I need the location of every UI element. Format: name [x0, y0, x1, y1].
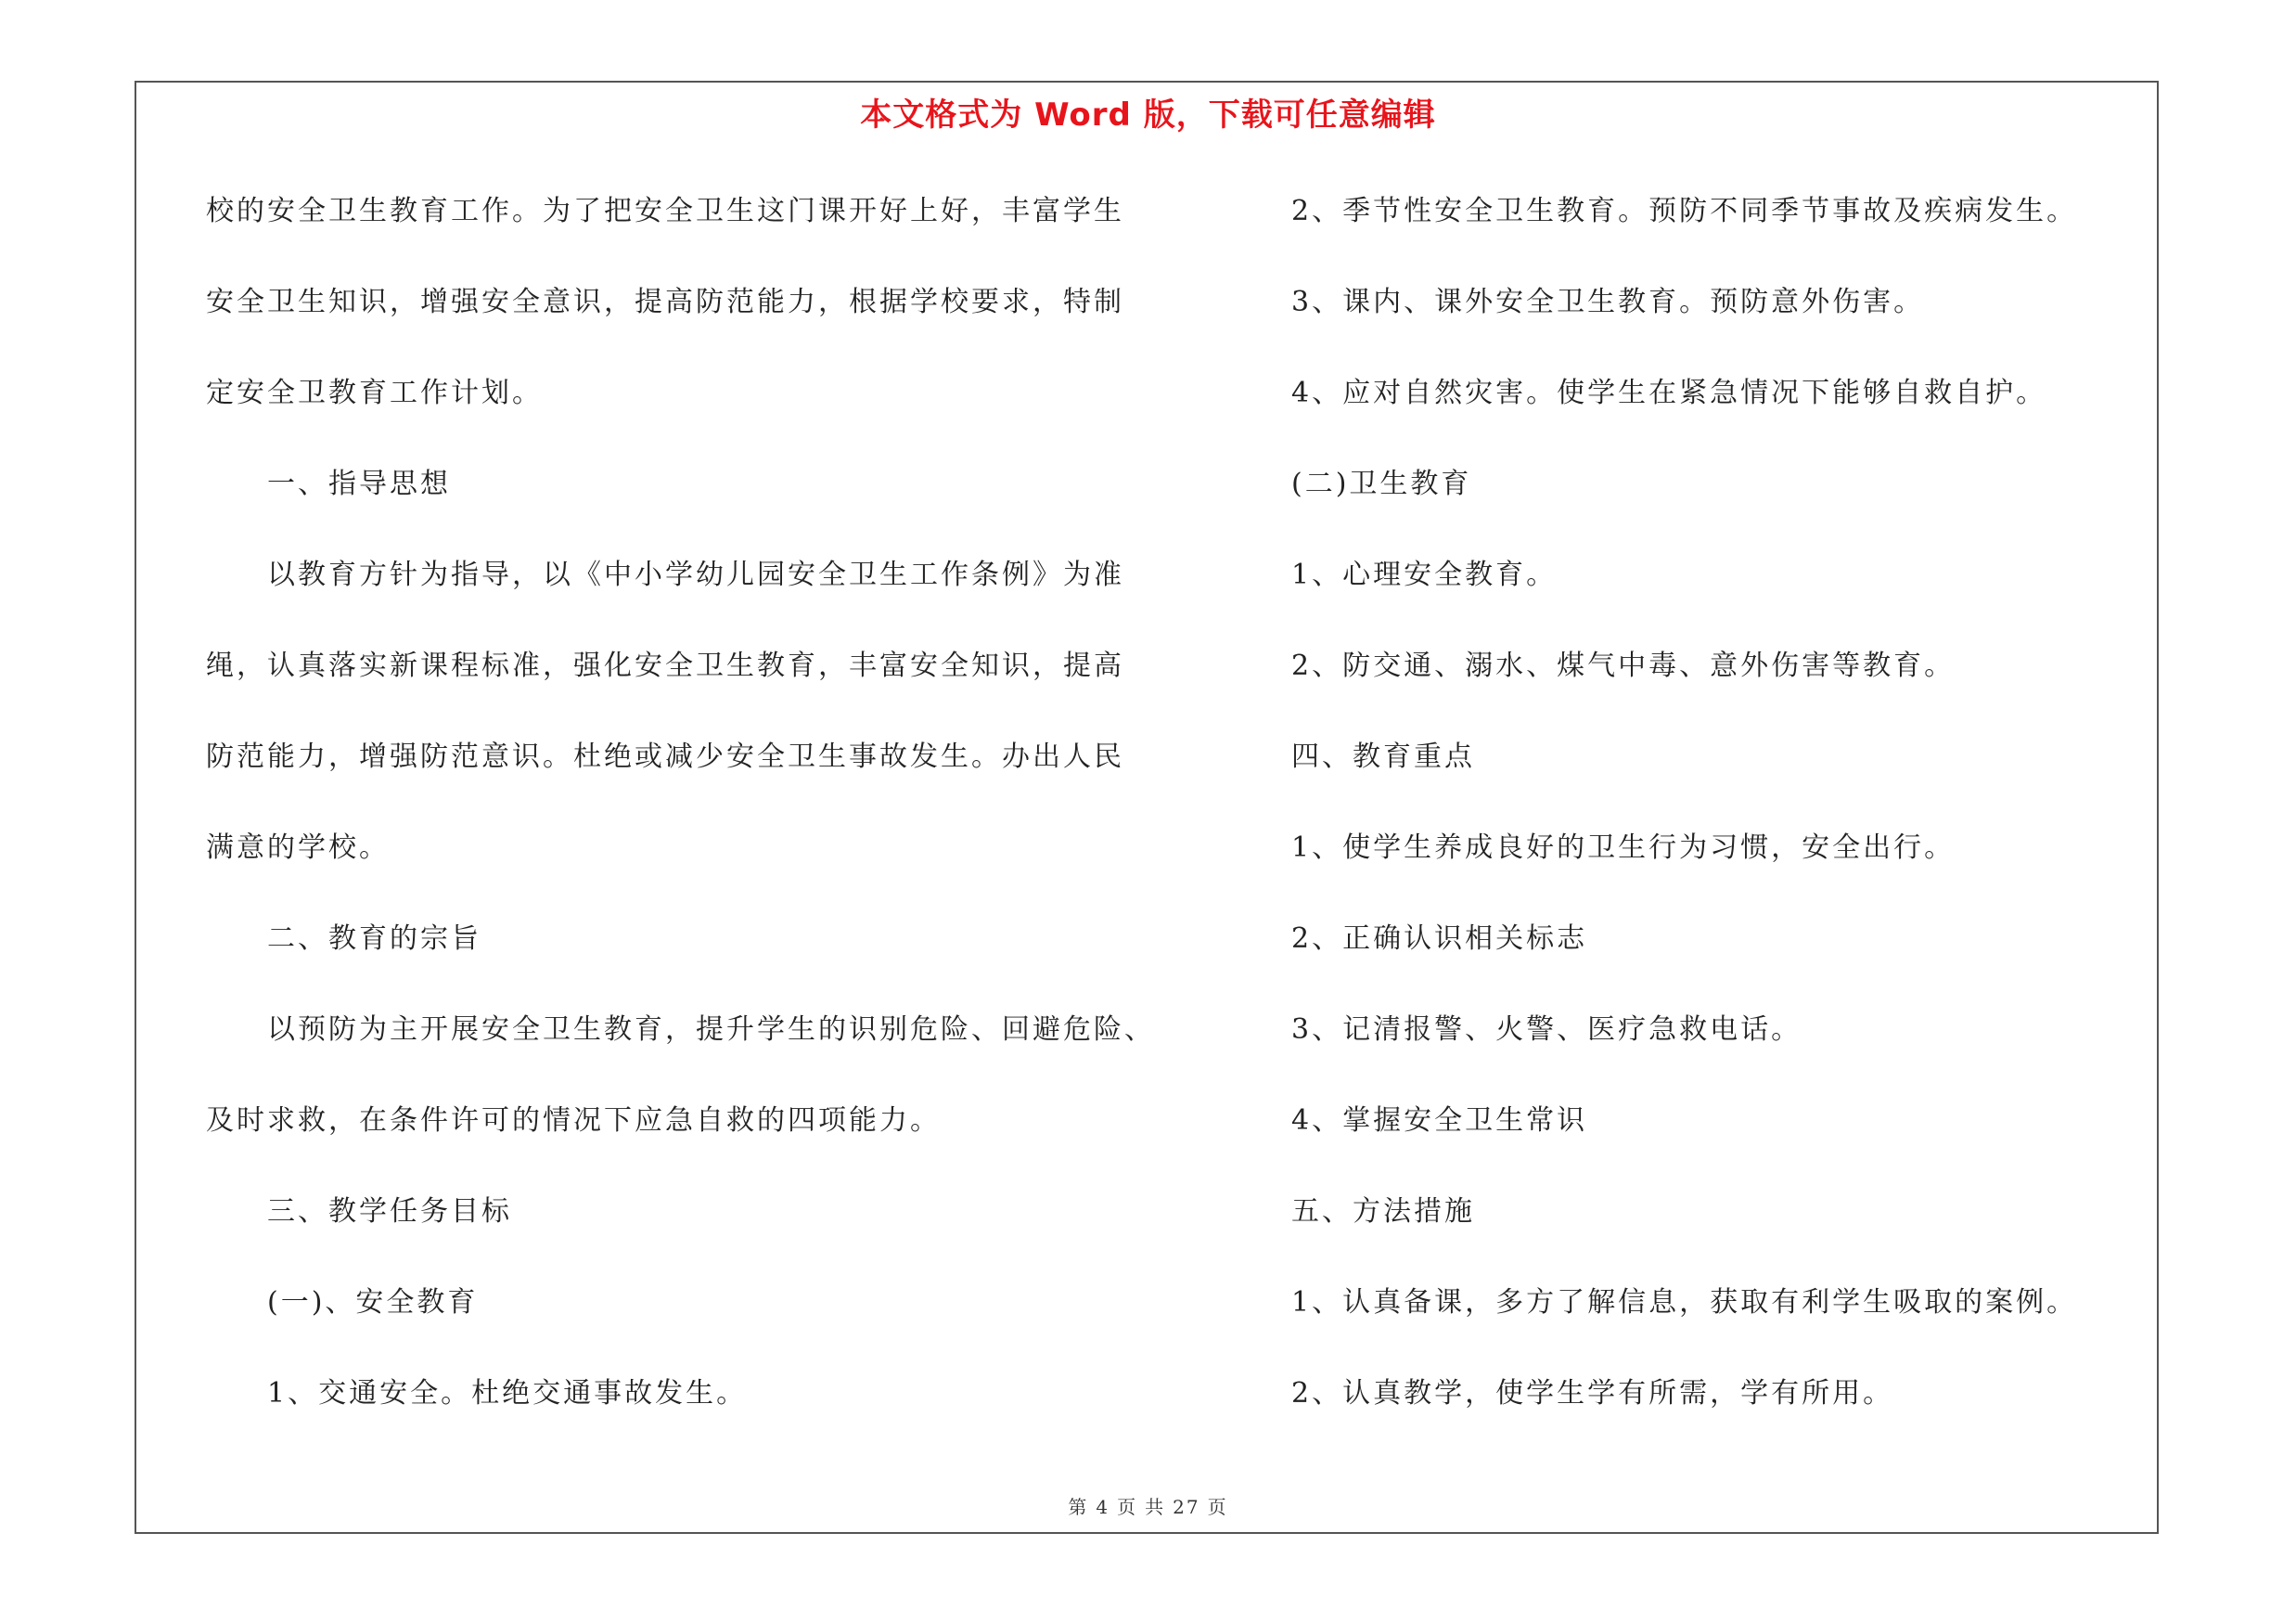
header-banner: 本文格式为 Word 版，下载可任意编辑: [860, 97, 1436, 134]
paragraph-line: 绳，认真落实新课程标准，强化安全卫生教育，丰富安全知识，提高: [206, 650, 1124, 682]
paragraph-line: 以预防为主开展安全卫生教育，提升学生的识别危险、回避危险、: [267, 1013, 1155, 1046]
list-item: 3、课内、课外安全卫生教育。预防意外伤害。: [1291, 286, 1925, 318]
subsection-heading: (二)卫生教育: [1291, 468, 1472, 500]
section-heading: 二、教育的宗旨: [267, 922, 481, 955]
page-footer: [0, 1492, 2296, 1519]
list-item: 2、正确认识相关标志: [1291, 922, 1588, 955]
list-item: 2、认真教学，使学生学有所需，学有所用。: [1291, 1377, 1894, 1410]
section-heading: 一、指导思想: [267, 468, 451, 500]
list-item: 2、季节性安全卫生教育。预防不同季节事故及疾病发生。: [1291, 195, 2078, 227]
footer-total-unit: 页: [1207, 1496, 1228, 1518]
paragraph-line: 及时求救，在条件许可的情况下应急自救的四项能力。: [206, 1104, 941, 1137]
section-heading: 四、教育重点: [1291, 741, 1475, 773]
paragraph-line: 定安全卫教育工作计划。: [206, 377, 543, 409]
list-item: 1、心理安全教育。: [1291, 559, 1558, 591]
paragraph-line: 以教育方针为指导，以《中小学幼儿园安全卫生工作条例》为准: [267, 559, 1124, 591]
list-item: 4、应对自然灾害。使学生在紧急情况下能够自救自护。: [1291, 377, 2047, 409]
footer-prefix: 第: [1068, 1496, 1089, 1518]
total-page-number: 27: [1173, 1496, 1200, 1518]
list-item: 1、认真备课，多方了解信息，获取有利学生吸取的案例。: [1291, 1286, 2078, 1319]
current-page-number: 4: [1096, 1496, 1110, 1518]
section-heading: 五、方法措施: [1291, 1195, 1475, 1228]
footer-total-prefix: 共: [1145, 1496, 1166, 1518]
list-item: 1、交通安全。杜绝交通事故发生。: [267, 1377, 748, 1410]
paragraph-line: 防范能力，增强防范意识。杜绝或减少安全卫生事故发生。办出人民: [206, 741, 1124, 773]
list-item: 1、使学生养成良好的卫生行为习惯，安全出行。: [1291, 831, 1956, 864]
list-item: 2、防交通、溺水、煤气中毒、意外伤害等教育。: [1291, 650, 1956, 682]
list-item: 4、掌握安全卫生常识: [1291, 1104, 1588, 1137]
paragraph-line: 校的安全卫生教育工作。为了把安全卫生这门课开好上好，丰富学生: [206, 195, 1124, 227]
section-heading: 三、教学任务目标: [267, 1195, 512, 1228]
list-item: 3、记清报警、火警、医疗急救电话。: [1291, 1013, 1802, 1046]
paragraph-line: 安全卫生知识，增强安全意识，提高防范能力，根据学校要求，特制: [206, 286, 1124, 318]
subsection-heading: (一)、安全教育: [267, 1286, 479, 1319]
footer-page-unit: 页: [1117, 1496, 1138, 1518]
paragraph-line: 满意的学校。: [206, 831, 390, 864]
